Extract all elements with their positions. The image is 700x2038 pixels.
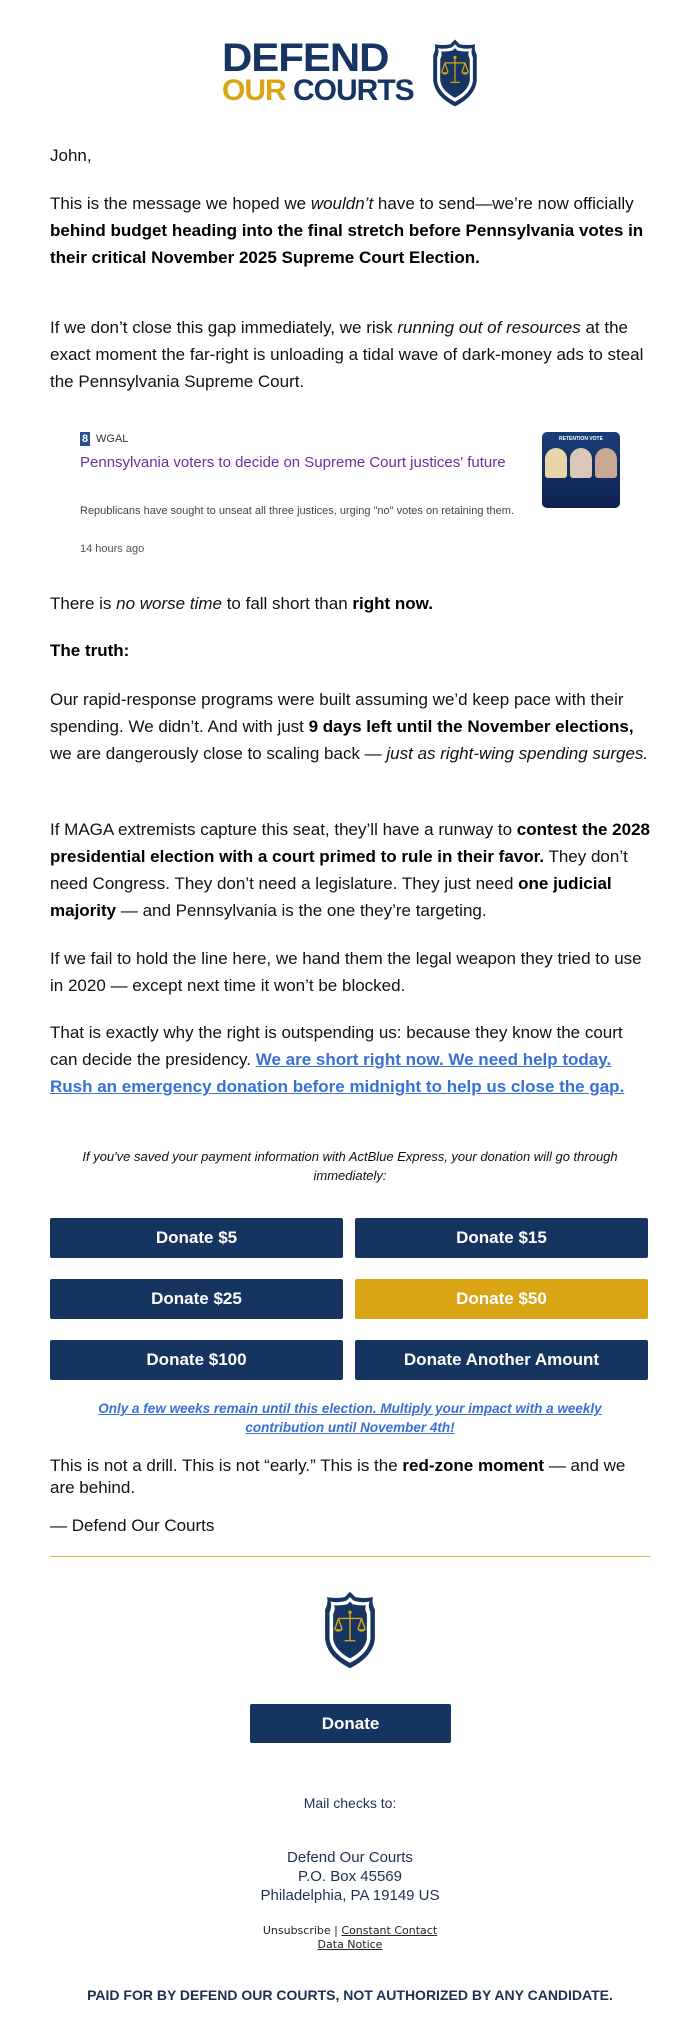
actblue-express-note: If you've saved your payment information with ActBlue Express, your donation will go through immediately: [82,1149,618,1183]
text-bold: red-zone moment [402,1456,545,1475]
news-source-name: WGAL [96,433,129,445]
text: That is exactly why the right is outspending us: because they know the court can decide the presidency. [50,1023,623,1069]
weekly-contribution-link[interactable]: Only a few weeks remain until this election. Multiply your impact with a weekly contribution until November 4th! [98,1401,602,1435]
shield-scales-icon [426,38,484,108]
paragraph-2 [50,314,650,395]
paragraph-1 [50,190,650,271]
data-notice-link[interactable]: Data Notice [317,1938,383,1951]
logo-text-courts: COURTS [293,74,414,107]
brand-logo[interactable] [222,38,484,108]
paragraph-7: If we fail to hold the line here, we hand them the legal weapon they tried to use in 2020 — except next time it won’t be blocked. [50,949,642,995]
text-bold: 9 days left until the November elections, [308,717,634,736]
text: we are dangerously close to scaling back — [50,744,387,763]
text-italic: running out of resources [397,318,581,337]
news-description: Republicans have sought to unseat all three justices, urging "no" votes on retaining them. [80,505,515,517]
mail-checks-label: Mail checks to: [303,1795,397,1811]
text-bold: one judicial majority [50,874,612,920]
news-time: 14 hours ago [80,543,145,555]
donate-50-button[interactable]: Donate $50 [355,1279,648,1319]
text: at the exact moment the far-right is unloading a tidal wave of dark-money ads to steal the Pennsylvania Supreme Court. [50,318,644,391]
paragraph-9 [50,1455,650,1499]
text: — and Pennsylvania is the one they’re targeting. [116,901,487,920]
text-italic: wouldn’t [310,194,374,213]
news-title-link[interactable]: Pennsylvania voters to decide on Supreme Court justices' future [80,454,506,471]
text: There is [50,594,117,613]
separator: | [334,1924,338,1937]
thumbnail-caption: RETENTION VOTE [559,436,603,442]
text: to fall short than [221,594,353,613]
paragraph-3 [50,590,650,617]
address-line: Philadelphia, PA 19149 US [260,1887,440,1904]
thumbnail-face [545,448,567,478]
greeting: John, [50,146,92,165]
logo-text-our-courts [222,76,414,106]
wgal-logo-icon: 8 [81,433,89,445]
text: If MAGA extremists capture this seat, they’ll have a runway to [50,820,517,839]
address-line: Defend Our Courts [287,1849,413,1866]
text: This is not a drill. This is not “early.” This is the [50,1456,403,1475]
thumbnail-face [570,448,592,478]
paragraph-8 [50,1019,650,1100]
text-bold: contest the 2028 presidential election with a court primed to rule in their favor. [50,820,650,866]
text: If we don’t close this gap immediately, we risk [50,318,398,337]
text-bold: right now. [352,594,433,613]
paragraph-4 [50,637,650,664]
footer-donate-button[interactable]: Donate [250,1704,451,1743]
donate-25-button[interactable]: Donate $25 [50,1279,343,1319]
text-italic: no worse time [116,594,222,613]
mailing-address [0,1848,700,1905]
news-thumbnail-image [542,432,620,508]
text-italic: just as right-wing spending surges. [386,744,649,763]
logo-text-defend: DEFEND [222,36,389,80]
news-card[interactable] [78,430,623,560]
news-source [80,432,128,446]
thumbnail-face [595,448,617,478]
donate-another-amount-button[interactable]: Donate Another Amount [355,1340,648,1380]
constant-contact-link[interactable]: Constant Contact [341,1924,438,1937]
paragraph-6 [50,816,650,924]
footer-links [0,1924,700,1952]
text: — and we are behind. [50,1456,626,1497]
emergency-donation-link[interactable]: We are short right now. We need help today. Rush an emergency donation before midnight to help us close the gap. [50,1050,625,1096]
text-bold: behind budget heading into the final stretch before Pennsylvania votes in their critical November 2025 Supreme Court Election. [50,221,644,267]
address-line: P.O. Box 45569 [298,1868,402,1885]
donate-100-button[interactable]: Donate $100 [50,1340,343,1380]
text-bold: The truth: [50,641,130,660]
signoff: — Defend Our Courts [50,1516,215,1535]
logo-text-our: OUR [222,74,286,107]
text: Our rapid-response programs were built assuming we’d keep pace with their spending. We didn’t. And with just [50,690,624,736]
unsubscribe-link[interactable]: Unsubscribe [262,1924,331,1937]
text: They don’t need Congress. They don’t need a legislature. They just need [50,847,628,893]
divider [50,1556,650,1557]
donate-15-button[interactable]: Donate $15 [355,1218,648,1258]
paragraph-5 [50,686,650,767]
paid-for-disclaimer: PAID FOR BY DEFEND OUR COURTS, NOT AUTHORIZED BY ANY CANDIDATE. [87,1987,613,2003]
text: have to send—we’re now officially [373,194,634,213]
donate-5-button[interactable]: Donate $5 [50,1218,343,1258]
text: This is the message we hoped we [50,194,311,213]
shield-scales-icon [316,1590,384,1670]
